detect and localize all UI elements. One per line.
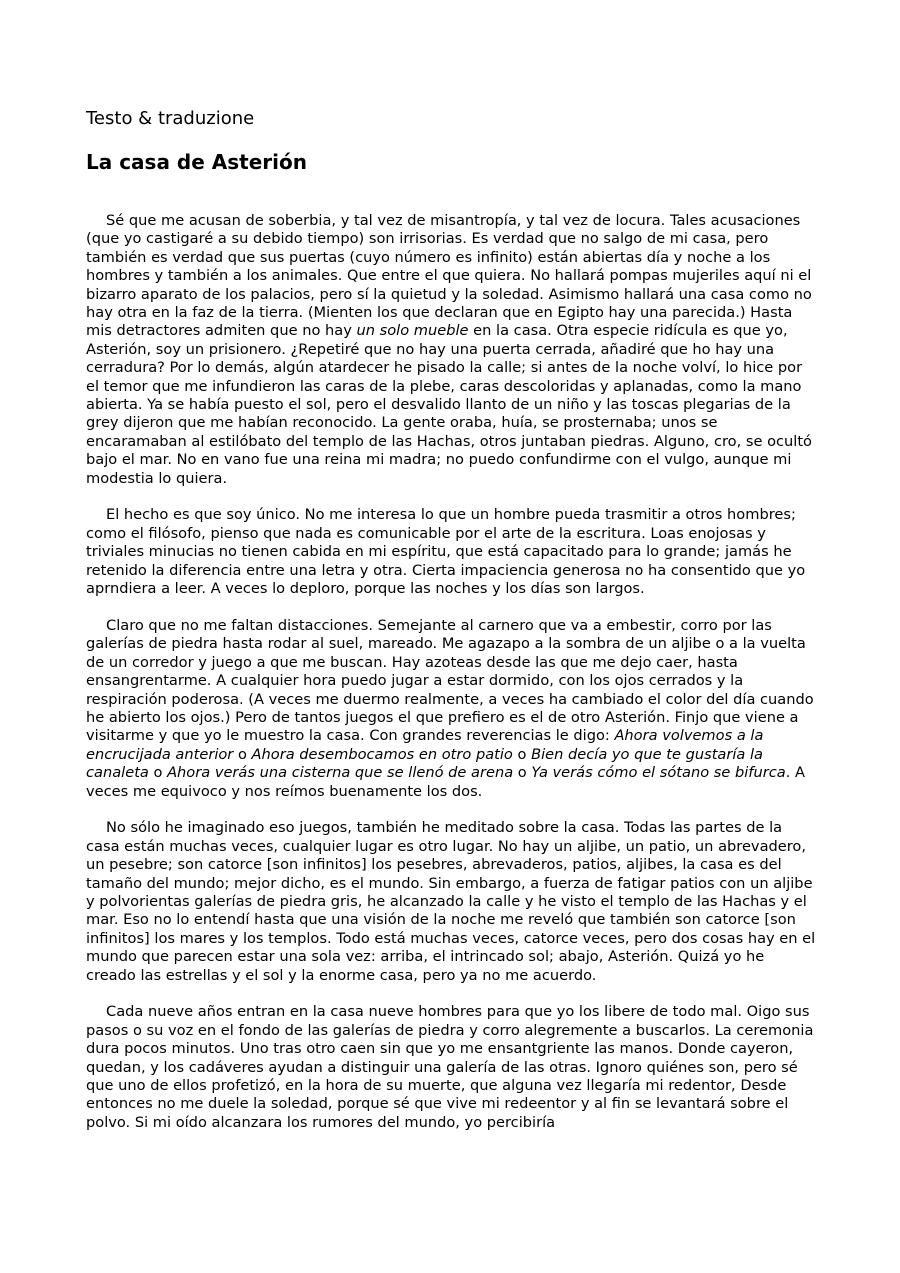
text-run: Sé que me acusan de soberbia, y tal vez de misantropía, y tal vez de locura. Tales acusaciones (que yo castigaré a su debido tiempo) son irrisorias. Es verdad que no salgo de mi casa, pero también es verdad que sus puertas (cuyo número es infinito) están abiertas día y noche a los hombres y también a los animales. Que entre el que quiera. No hallará pompas mujeriles aquí ni el bizarro aparato de los palacios, pero sí la quietud y la soledad. Asimismo hallará una casa como no hay otra en la faz de la tierra. (Mienten los que declaran que en Egipto hay una parecida.) Hasta mis detractores admiten que no hay (86, 212, 812, 340)
italic-text: Bien decía yo que te gustaría la canaleta (86, 745, 764, 782)
text-run: Claro que no me faltan distacciones. Semejante al carnero que va a embestir, corro por las galerías de piedra hasta rodar al suel, mareado. Me agazapo a la sombra de un aljibe o a la vuelta de un corredor y juego a que me buscan. Hay azoteas desde las que me dejo caer, hasta ensangrentarme. A cualquier hora puedo jugar a estar dormido, con los ojos cerrados y la respiración poderosa. (A veces me duermo realmente, a veces ha cambiado el color del día cuando he abierto los ojos.) Pero de tantos juegos el que prefiero es el de otro Asterión. Finjo que viene a visitarme y que yo le muestro la casa. Con grandes reverencias le digo: (86, 616, 814, 745)
text-run: o (148, 764, 168, 782)
italic-text: Ahora volvemos a la encrucijada anterior (86, 727, 764, 763)
italic-text: Ahora verás una cisterna que se llenó de arena (167, 764, 514, 782)
text-run: o (513, 764, 532, 782)
paragraph (86, 212, 816, 488)
paragraph (86, 506, 816, 598)
document-page (86, 108, 816, 1151)
text-run: . A veces me equivoco y nos reímos buenamente los dos. (86, 764, 805, 800)
document-body (86, 212, 816, 1132)
paragraph (86, 617, 816, 801)
text-run: Cada nueve años entran en la casa nueve hombres para que yo los libere de todo mal. Oigo sus pasos o su voz en el fondo de las galerías de piedra y corro alegremente a buscarlos. La ceremonia dura pocos minutos. Uno tras otro caen sin que yo me ensantgriente las manos. Donde cayeron, quedan, y los cadáveres ayudan a distinguir una galería de las otras. Ignoro quiénes son, pero sé que uno de ellos profetizó, en la hora de su muerte, que alguna vez llegaría mi redentor, Desde entonces no me duele la soledad, porque sé que vive mi redeentor y al fin se levantará sobre el polvo. Si mi oído alcanzara los rumores del mundo, yo percibiría (86, 1003, 814, 1131)
paragraph (86, 1003, 816, 1132)
italic-text: Ya verás cómo el sótano se bifurca (531, 764, 786, 782)
document-header: Testo & traduzione (86, 108, 255, 129)
document-title: La casa de Asterión (86, 150, 307, 174)
text-run: o (512, 745, 532, 763)
text-run: o (233, 745, 252, 763)
text-run: No sólo he imaginado eso juegos, también he meditado sobre la casa. Todas las partes de la casa están muchas veces, cualquier lugar es otro lugar. No hay un aljibe, un patio, un abrevadero, un pesebre; son catorce [son infinitos] los pesebres, abrevaderos, patios, aljibes, la casa es del tamaño del mundo; mejor dicho, es el mundo. Sin embargo, a fuerza de fatigar patios con un aljibe y polvorientas galerías de piedra gris, he alcanzado la calle y he visto el templo de las Hachas y el mar. Eso no lo entendí hasta que una visión de la noche me reveló que también son catorce [son infinitos] los mares y los templos. Todo está muchas veces, catorce veces, pero dos cosas hay en el mundo que parecen estar una sola vez: arriba, el intrincado sol; abajo, Asterión. Quizá yo he creado las estrellas y el sol y la enorme casa, pero ya no me acuerdo. (86, 819, 816, 984)
italic-text: un solo mueble (356, 322, 469, 340)
paragraph (86, 819, 816, 985)
text-run: en la casa. Otra especie ridícula es que yo, Asterión, soy un prisionero. ¿Repetiré que no hay una puerta cerrada, añadiré que ho hay una cerradura? Por lo demás, algún atardecer he pisado la calle; si antes de la noche volví, lo hice por el temor que me infundieron las caras de la plebe, caras descoloridas y aplanadas, como la mano abierta. Ya se había puesto el sol, pero el desvalido llanto de un niño y las toscas plegarias de la grey dijeron que me habían reconocido. La gente oraba, huía, se prosternaba; unos se encaramaban al estilóbato del templo de las Hachas, otros juntaban piedras. Alguno, cro, se ocultó bajo el mar. No en vano fue una reina mi madra; no puedo confundirme con el vulgo, aunque mi modestia lo quiera. (86, 322, 812, 487)
text-run: El hecho es que soy único. No me interesa lo que un hombre pueda trasmitir a otros hombres; como el filósofo, pienso que nada es comunicable por el arte de la escritura. Loas enojosas y triviales minucias no tienen cabida en mi espíritu, que está capacitado para lo grande; jamás he retenido la diferencia entre una letra y otra. Cierta impaciencia generosa no ha consentido que yo aprndiera a leer. A veces lo deploro, porque las noches y los días son largos. (86, 506, 806, 598)
italic-text: Ahora desembocamos en otro patio (251, 745, 513, 763)
